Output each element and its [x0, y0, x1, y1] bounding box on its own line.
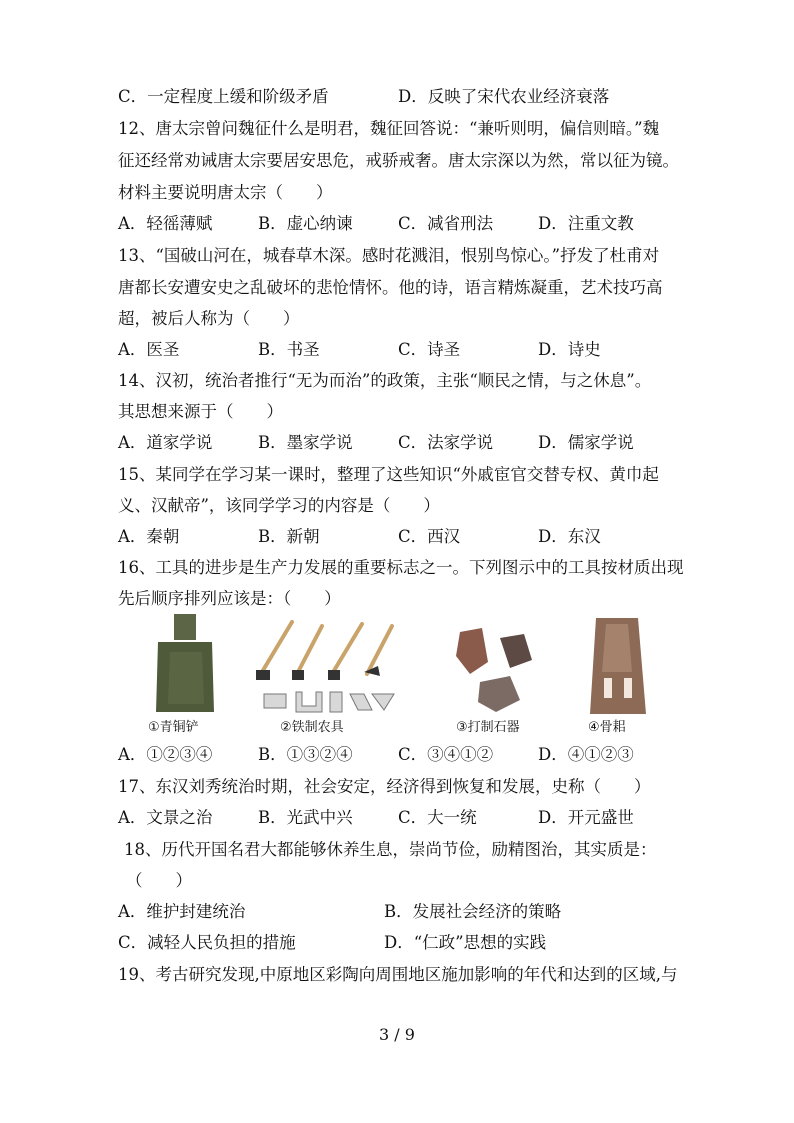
q15-option-b: B．新朝 [258, 527, 320, 546]
q13-option-a: A．医圣 [118, 340, 180, 359]
tools-figure [140, 612, 660, 742]
q17-option-b: B．光武中兴 [258, 808, 353, 827]
iron-tools-image [252, 612, 402, 735]
q15-stem-line1: 15、某同学在学习某一课时，整理了这些知识“外戚宦官交替专权、黄巾起 [118, 465, 659, 484]
caption-bone-spade: ④骨耜 [588, 720, 626, 735]
q15-option-a: A．秦朝 [118, 527, 180, 546]
q16-stem-line1: 16、工具的进步是生产力发展的重要标志之一。下列图示中的工具按材质出现 [118, 558, 684, 577]
q13-option-b: B．书圣 [258, 340, 320, 359]
q13-stem-line3: 超，被后人称为（ ） [118, 309, 300, 328]
q15-stem-line2: 义、汉献帝”，该同学学习的内容是（ ） [118, 496, 440, 515]
q11-option-d: D．反映了宋代农业经济衰落 [398, 87, 610, 106]
q16-option-b: B．①③②④ [258, 745, 353, 764]
caption-iron-tools: ②铁制农具 [280, 720, 344, 735]
q13-option-c: C．诗圣 [398, 340, 461, 359]
q13-stem-line1: 13、“国破山河在，城春草木深。感时花溅泪，恨别鸟惊心。”抒发了杜甫对 [118, 246, 660, 265]
q16-option-d: D．④①②③ [538, 745, 634, 764]
q18-option-c: C．减轻人民负担的措施 [118, 933, 296, 952]
q19-stem-line1: 19、考古研究发现,中原地区彩陶向周围地区施加影响的年代和达到的区域,与 [118, 965, 678, 984]
bronze-spade-image [148, 612, 228, 735]
q14-stem-line1: 14、汉初，统治者推行“无为而治”的政策，主张“顺民之情，与之休息”。 [118, 371, 652, 390]
caption-bronze-spade: ①青铜铲 [148, 720, 199, 735]
q18-stem-line2: （ ） [126, 871, 192, 890]
q12-option-b: B．虚心纳谏 [258, 214, 353, 233]
q14-option-d: D．儒家学说 [538, 433, 634, 452]
bone-spade-image [580, 612, 660, 735]
q15-option-c: C．西汉 [398, 527, 461, 546]
q15-option-d: D．东汉 [538, 527, 601, 546]
q17-option-d: D．开元盛世 [538, 808, 634, 827]
q17-stem-line1: 17、东汉刘秀统治时期，社会安定，经济得到恢复和发展，史称（ ） [118, 777, 651, 796]
q18-option-a: A．维护封建统治 [118, 902, 246, 921]
q11-option-c: C．一定程度上缓和阶级矛盾 [118, 87, 329, 106]
q13-option-d: D．诗史 [538, 340, 601, 359]
q12-option-a: A．轻徭薄赋 [118, 214, 213, 233]
q12-stem-line1: 12、唐太宗曾问魏征什么是明君，魏征回答说：“兼听则明，偏信则暗。”魏 [118, 119, 660, 138]
caption-stone-tools: ③打制石器 [456, 720, 520, 735]
q12-stem-line3: 材料主要说明唐太宗（ ） [118, 183, 333, 202]
q18-option-b: B．发展社会经济的策略 [384, 902, 562, 921]
q14-stem-line2: 其思想来源于（ ） [118, 402, 283, 421]
q12-option-d: D．注重文教 [538, 214, 634, 233]
q16-option-a: A．①②③④ [118, 745, 213, 764]
q17-option-a: A．文景之治 [118, 808, 213, 827]
q18-stem-line1: 18、历代开国名君大都能够休养生息，崇尚节俭，励精图治，其实质是： [124, 840, 657, 859]
q14-option-c: C．法家学说 [398, 433, 494, 452]
q13-stem-line2: 唐都长安遭安史之乱破坏的悲怆情怀。他的诗，语言精炼凝重，艺术技巧高 [118, 278, 663, 297]
q14-option-b: B．墨家学说 [258, 433, 353, 452]
q18-option-d: D．“仁政”思想的实践 [384, 933, 547, 952]
q16-option-c: C．③④①② [398, 745, 494, 764]
page-number: 3 / 9 [379, 1025, 415, 1044]
q17-option-c: C．大一统 [398, 808, 477, 827]
q12-stem-line2: 征还经常劝诫唐太宗要居安思危，戒骄戒奢。唐太宗深以为然，常以征为镜。 [118, 151, 679, 170]
stone-tools-image [440, 612, 550, 735]
q16-stem-line2: 先后顺序排列应该是：（ ） [118, 589, 341, 608]
q12-option-c: C．减省刑法 [398, 214, 494, 233]
q14-option-a: A．道家学说 [118, 433, 213, 452]
